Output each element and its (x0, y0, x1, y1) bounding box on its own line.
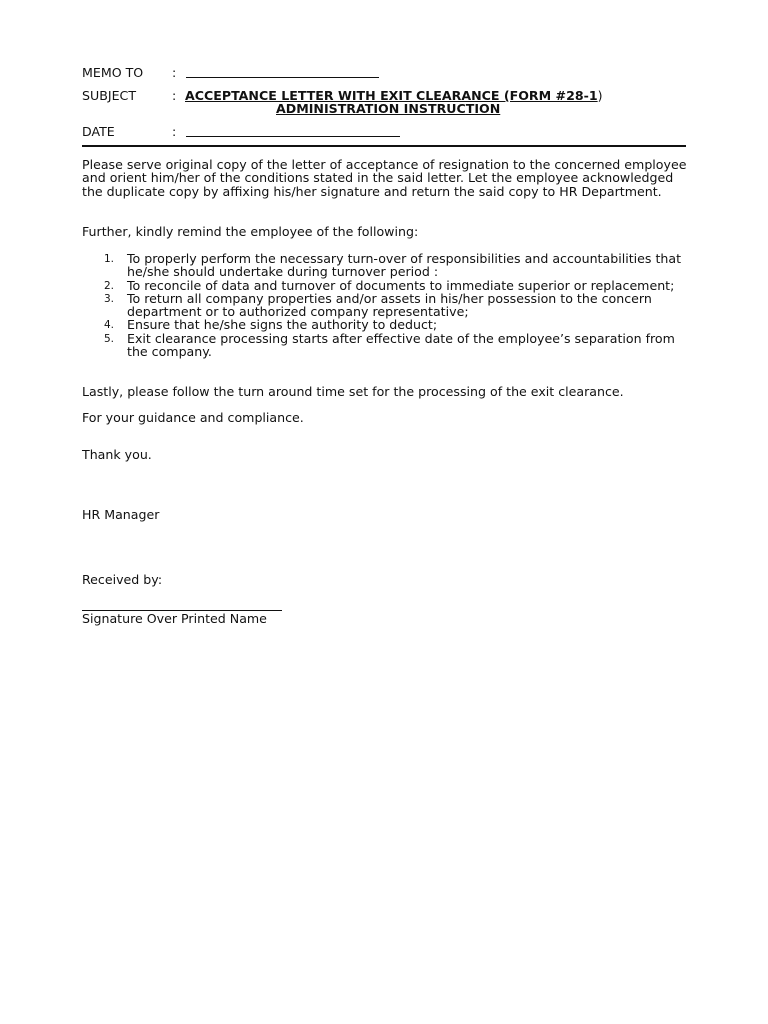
subject-colon: : (172, 88, 177, 103)
list-item: 3. To return all company properties and/or assets in his/her possession to the concern department or to authorized company representative; (104, 290, 652, 320)
memo-to-label: MEMO TO (82, 65, 144, 80)
list-item: 5. Exit clearance processing starts after effective date of the employee’s separation from the company. (104, 330, 675, 360)
signature-caption: Signature Over Printed Name (82, 611, 267, 626)
date-blank (186, 136, 400, 137)
thank-you: Thank you. (82, 447, 152, 462)
hr-manager: HR Manager (82, 507, 160, 522)
subject-label: SUBJECT (82, 88, 137, 103)
date-colon: : (172, 124, 177, 139)
paragraph-instructions: Please serve original copy of the letter of acceptance of resignation to the concerned employee and orient him/her of the conditions stated in the said letter. Let the employee acknowledged the duplicate copy by affixing his/her signature and return the said copy to HR Department. (82, 157, 687, 199)
date-label: DATE (82, 124, 115, 139)
subject-close-paren: ) (597, 88, 603, 103)
received-by: Received by: (82, 572, 163, 587)
memo-to-colon: : (172, 65, 177, 80)
memo-to-blank (186, 77, 379, 78)
list-item: 4. Ensure that he/she signs the authority to deduct; (104, 317, 438, 333)
list-item: 2. To reconcile of data and turnover of documents to immediate superior or replacement; (104, 277, 675, 293)
paragraph-guidance: For your guidance and compliance. (82, 410, 304, 425)
header-divider (82, 145, 686, 147)
list-item: 1. To properly perform the necessary turn-over of responsibilities and accountabilities that he/she should undertake during turnover period : (104, 251, 682, 280)
subject-title: ACCEPTANCE LETTER WITH EXIT CLEARANCE (FORM #28-1 (185, 88, 598, 103)
reminder-list (82, 252, 692, 358)
subject-line2: ADMINISTRATION INSTRUCTION (276, 101, 501, 116)
paragraph-reminder-intro: Further, kindly remind the employee of the following: (82, 224, 419, 239)
paragraph-turnaround: Lastly, please follow the turn around time set for the processing of the exit clearance. (82, 384, 624, 399)
